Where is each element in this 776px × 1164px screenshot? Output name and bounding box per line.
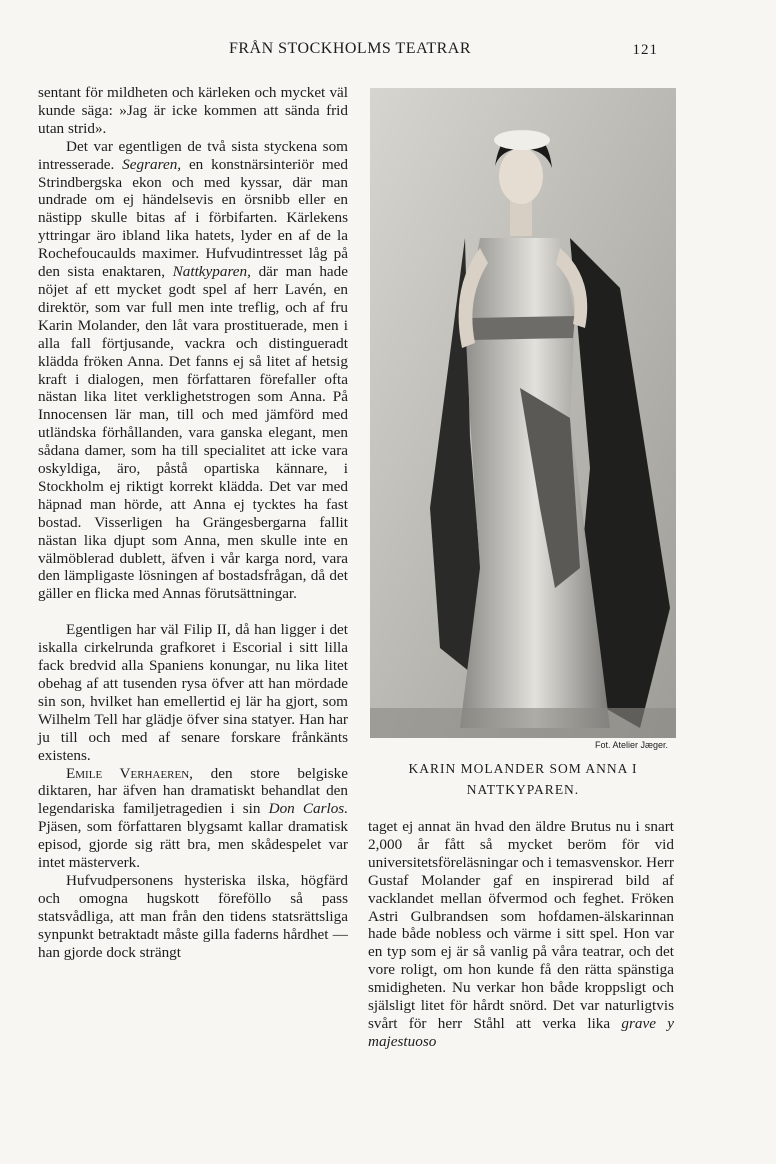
figure-caption bbox=[370, 758, 676, 800]
paragraph: Egentligen har väl Filip II, då han ligger i det iskalla cirkelrunda grafkoret i Escorial i sitt lilla fack bredvid alla Spaniens konungar, nu lika litet obehag af att tusenden rysa öfver att han mördade sin son, hvilket han emellertid ej lär ha gjort, som Wilhelm Tell har glädje öfver sina statyer. Han har ju till och med af senare forskare frånkänts existens. bbox=[38, 621, 348, 764]
paragraph: sentant för mildheten och kärleken och mycket väl kunde säga: »Jag är icke kommen att sända frid utan strid». bbox=[38, 84, 348, 137]
text: Det var egentligen de två sista styckena som intresserade. bbox=[38, 137, 348, 173]
page-number: 121 bbox=[632, 42, 658, 58]
caption-line: NATTKYPAREN. bbox=[466, 782, 580, 797]
text: den store belgiske diktaren, har äfven han dramatiskt behandlat den legendariska familjetragedien i sin bbox=[38, 764, 348, 818]
text: taget ej annat än hvad den äldre Brutus nu i snart 2,000 år fått så mycket beröm för vid universitetsföreläsningar och i temasvenskor. Herr Gustaf Molander gaf en inspirerad bild af vacklandet mellan öfvermod och feghet. Fröken Astri Gulbrandsen som hofdamen-älskarinnan hade både nobless och värme i sitt spel. Hon var en typ som ej är så vanlig på våra teatrar, och det vore roligt, om hon kunde få den rätta spänstiga smidigheten. Nu verkar hon både kroppsligt och själsligt litet för hårdt snörd. Det var naturligtvis svårt för herr Ståhl att verka lika bbox=[368, 818, 674, 1032]
text: en konstnärsinteriör med Strindbergska ekon och med kyssar, där man undrade om ej händelsevis en örsnibb eller en nästipp skulle bitas af i förbifarten. Kärlekens yttringar äro ibland lika hatets, lyder en af de la Rochefoucaulds maximer. Hufvudintresset låg på den sista enaktaren, bbox=[38, 155, 349, 281]
caption-line: KARIN MOLANDER SOM ANNA I bbox=[408, 761, 638, 776]
photo-credit: Fot. Atelier Jæger. bbox=[594, 740, 668, 750]
play-title: Segraren, bbox=[122, 155, 182, 173]
author-name: Emile Verhaeren, bbox=[66, 764, 193, 782]
italic-phrase: grave y majestuoso bbox=[368, 1014, 675, 1050]
play-title: Nattkyparen, bbox=[172, 263, 251, 281]
text: Pjäsen, som författaren blygsamt kallar dramatisk episod, gjorde sig rätt bra, men skådespelet var intet mästerverk. bbox=[38, 818, 348, 872]
running-header: FRÅN STOCKHOLMS TEATRAR bbox=[228, 40, 472, 57]
paragraph bbox=[368, 818, 674, 1051]
right-column bbox=[368, 818, 674, 1051]
text: där man hade nöjet af ett mycket godt spel af herr Lavén, en direktör, som var full men inte treflig, och af fru Karin Molander, den låt vara prostituerade, men i alla fall förtjusande, vackra och distingueradt klädda fröken Anna. Det fanns ej så litet af hetsig kraft i dialogen, men författaren förefaller ofta nästan lika litet verklighetstrogen som Anna. På Innocensen lär man, till och med jämförd med utländska förhållanden, vara ganska elegant, men sådana damer, som ha till specialitet att icke vara oskyldiga, äro, påstå opartiska kännare, i Stockholm ej riktigt korrekt klädda. Det var med häpnad man hörde, att Anna ej tycktes ha fast bostad. Visserligen ha Grängesbergarna fallit nästan lika djupt som Anna, men skulle inte en välmöblerad dublett, äfven i vår karga nord, vara den lämpligaste lösningen af bostadsfrågan, då det gäller en flicka med Annas förutsättningar. bbox=[38, 263, 349, 603]
play-title: Don Carlos. bbox=[268, 800, 349, 818]
paragraph bbox=[38, 765, 348, 872]
paragraph: Hufvudpersonens hysteriska ilska, högfärd och omogna hugskott föreföllo så pass statsvådliga, att man från den tidens statsrättsliga synpunkt betraktadt måste gilla faderns hårdhet — han gjorde dock strängt bbox=[38, 871, 348, 961]
portrait-photo bbox=[370, 88, 676, 738]
left-column bbox=[38, 84, 348, 962]
paragraph bbox=[38, 138, 348, 604]
portrait-illustration bbox=[370, 88, 676, 738]
